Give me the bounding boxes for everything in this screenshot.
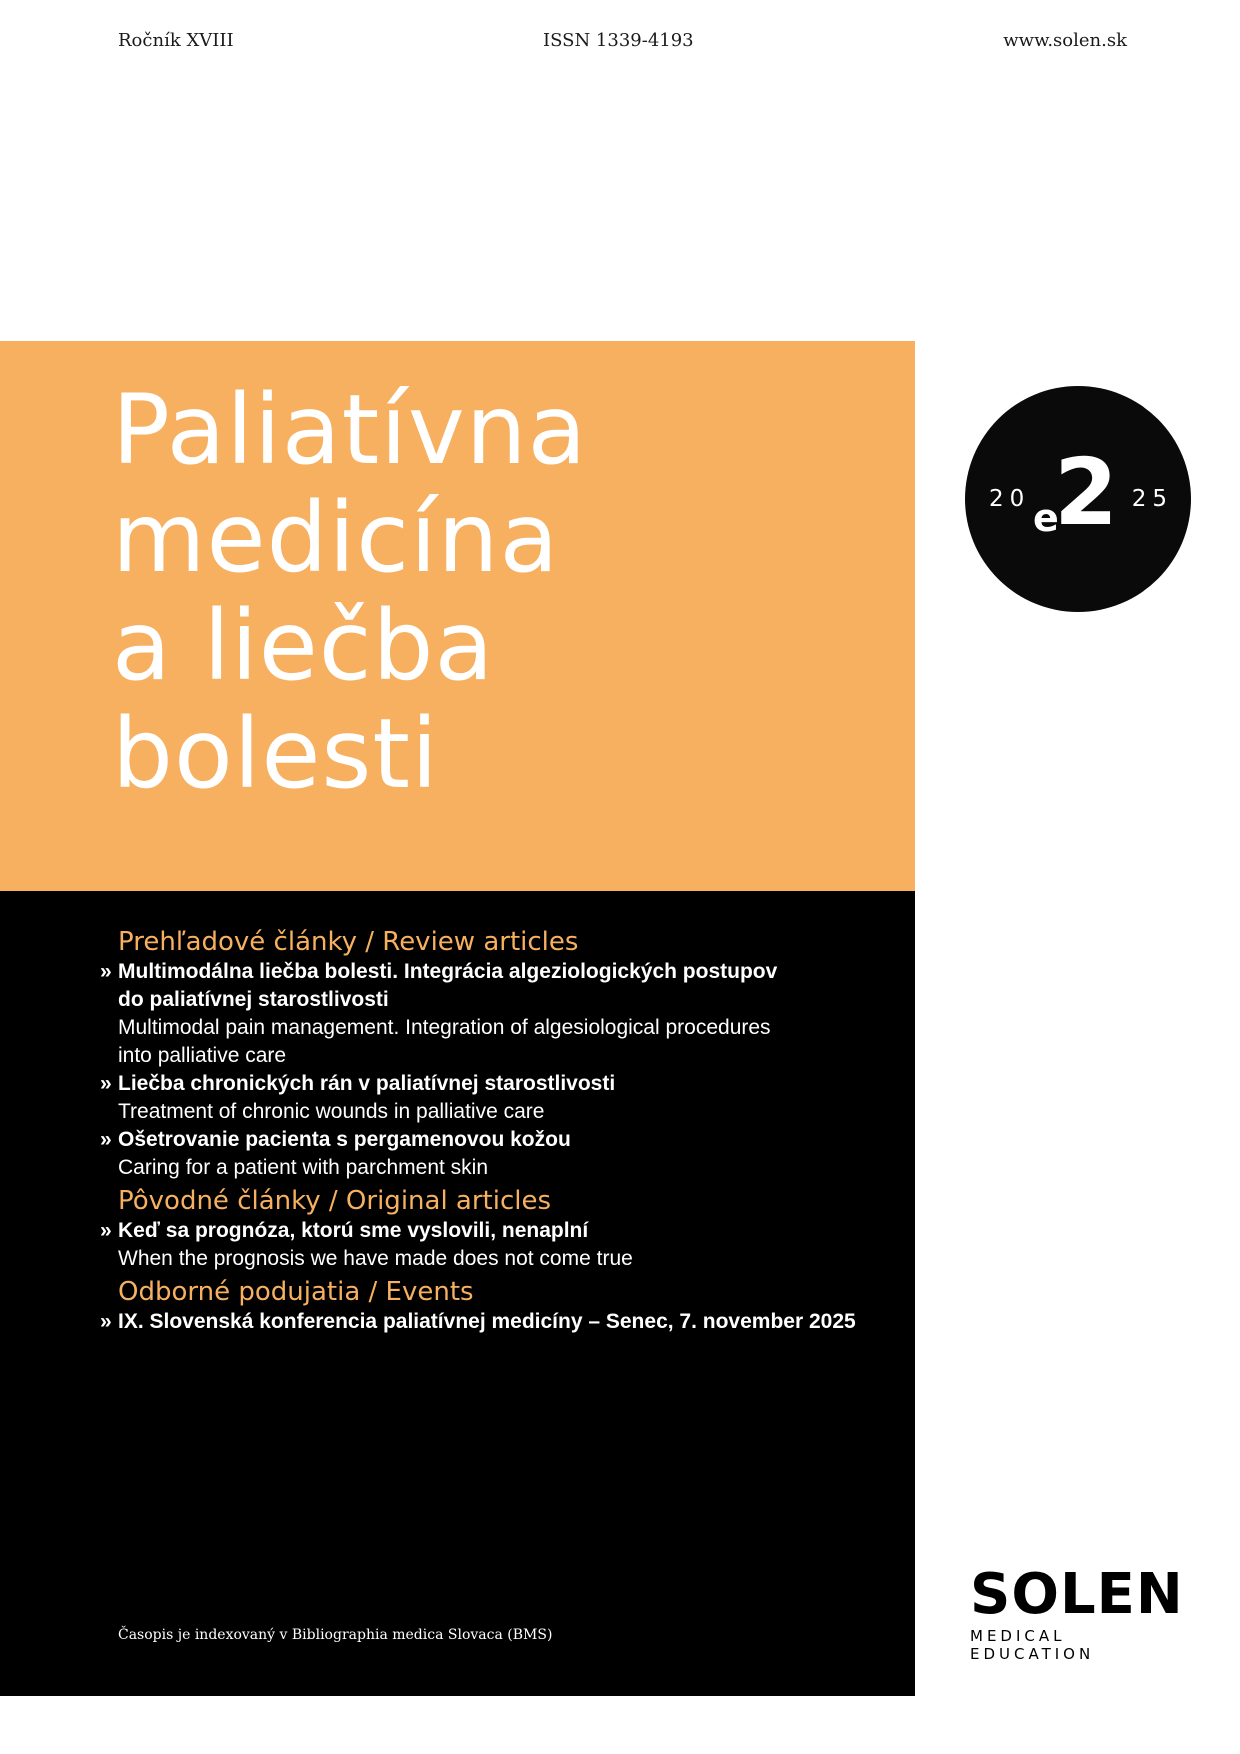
issue-year-left: 20 — [989, 486, 1031, 512]
website-link[interactable]: www.solen.sk — [1003, 30, 1127, 51]
issue-prefix: e — [1033, 496, 1059, 540]
article-title-en-line: Treatment of chronic wounds in palliative care — [118, 1100, 545, 1123]
article-item[interactable] — [0, 1308, 915, 1336]
issue-number: 2 — [1054, 439, 1119, 546]
indexing-note: Časopis je indexovaný v Bibliographia medica Slovaca (BMS) — [118, 1627, 553, 1643]
section-original-articles — [0, 1186, 915, 1273]
article-title-sk-line: Liečba chronických rán v paliatívnej starostlivosti — [118, 1072, 616, 1095]
journal-title-line: bolesti — [112, 698, 439, 810]
article-title-sk — [118, 1070, 915, 1098]
section-heading: Pôvodné články / Original articles — [118, 1186, 552, 1216]
article-title-en-line: When the prognosis we have made does not come true — [118, 1247, 633, 1270]
section-review-articles — [0, 927, 915, 1182]
article-item[interactable] — [0, 958, 915, 1070]
bullet-icon: » — [100, 1072, 112, 1095]
article-title-sk — [118, 1308, 915, 1336]
section-events — [0, 1277, 915, 1336]
issue-badge — [965, 386, 1191, 612]
article-title-sk — [118, 1217, 915, 1245]
article-title-en-line: into palliative care — [118, 1044, 287, 1067]
publisher-logo — [970, 1562, 1190, 1663]
article-item[interactable] — [0, 1217, 915, 1273]
article-item[interactable] — [0, 1070, 915, 1126]
bullet-icon: » — [100, 1310, 112, 1333]
journal-title-line: a liečba — [112, 590, 495, 702]
bullet-icon: » — [100, 960, 112, 983]
journal-title — [112, 376, 587, 808]
contents-panel — [0, 891, 915, 1696]
article-title-en — [118, 1098, 915, 1126]
article-title-en — [118, 1245, 915, 1273]
volume-label: Ročník XVIII — [118, 30, 234, 51]
article-title-sk-line: Ošetrovanie pacienta s pergamenovou kožou — [118, 1128, 571, 1151]
bullet-icon: » — [100, 1128, 112, 1151]
section-heading: Odborné podujatia / Events — [118, 1277, 474, 1307]
article-title-sk-line: Keď sa prognóza, ktorú sme vyslovili, nenaplní — [118, 1219, 589, 1242]
article-title-en-line: Multimodal pain management. Integration of algesiological procedures — [118, 1016, 771, 1039]
article-title-sk — [118, 1126, 915, 1154]
article-title-sk-line: IX. Slovenská konferencia paliatívnej medicíny – Senec, 7. november 2025 — [118, 1310, 856, 1333]
article-title-sk-line: Multimodálna liečba bolesti. Integrácia algeziologických postupov — [118, 960, 778, 983]
bullet-icon: » — [100, 1219, 112, 1242]
article-item[interactable] — [0, 1126, 915, 1182]
table-of-contents — [0, 927, 915, 1340]
journal-title-line: medicína — [112, 482, 560, 594]
logo-wordmark: SOLEN — [970, 1562, 1184, 1627]
logo-tagline: MEDICAL EDUCATION — [970, 1627, 1095, 1663]
journal-title-line: Paliatívna — [112, 374, 588, 486]
article-title-en — [118, 1154, 915, 1182]
article-title-sk-line: do paliatívnej starostlivosti — [118, 988, 389, 1011]
article-title-en — [118, 1014, 915, 1070]
article-title-en-line: Caring for a patient with parchment skin — [118, 1156, 489, 1179]
article-title-sk — [118, 958, 915, 1014]
issn-label: ISSN 1339-4193 — [543, 30, 694, 51]
section-heading: Prehľadové články / Review articles — [118, 927, 579, 957]
issue-year-right: 25 — [1131, 486, 1173, 512]
